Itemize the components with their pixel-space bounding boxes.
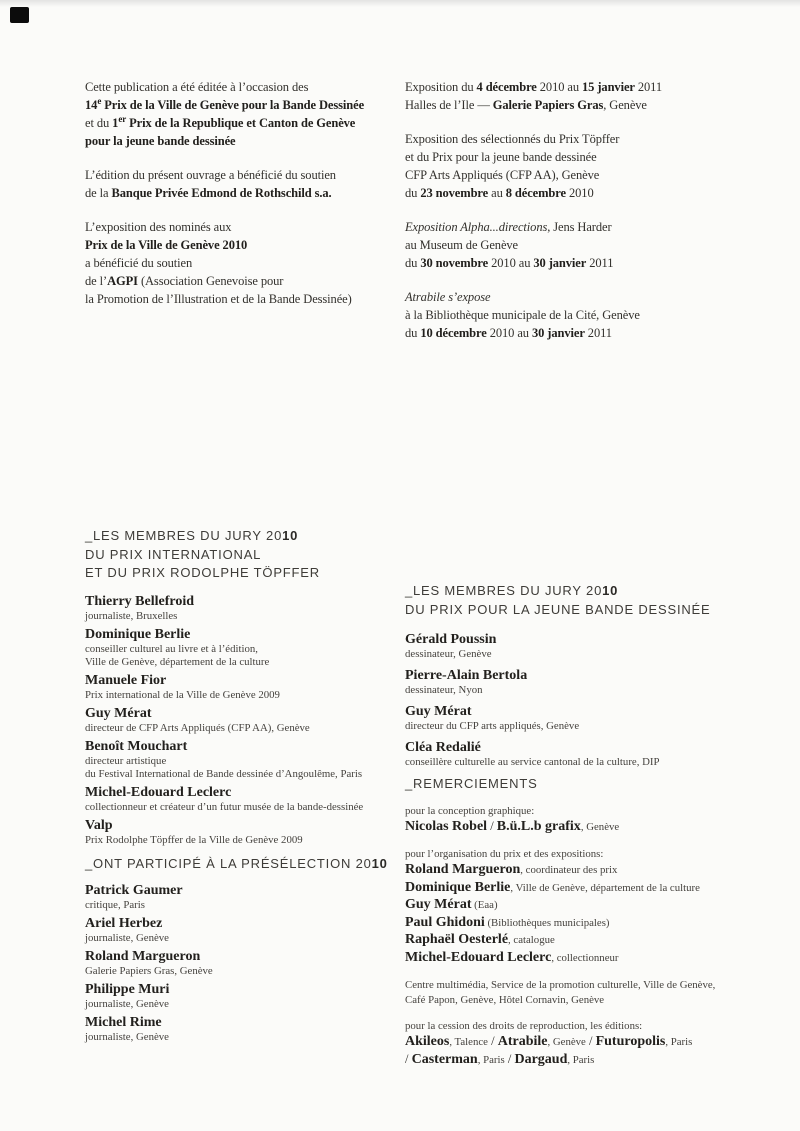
text-line xyxy=(85,166,405,184)
text-line xyxy=(85,236,405,254)
preselection-list xyxy=(85,882,415,1044)
text-segment: 14 xyxy=(85,98,98,112)
person-entry xyxy=(85,882,415,912)
text-segment: (Eaa) xyxy=(471,899,498,911)
text-line xyxy=(405,582,765,601)
remerciements-header xyxy=(405,775,765,794)
paragraph xyxy=(85,218,405,308)
person-name: Valp xyxy=(85,817,113,833)
person-entry xyxy=(85,981,415,1011)
text-line xyxy=(405,914,765,932)
jury-jeune-list xyxy=(405,631,765,769)
text-segment: 2011 xyxy=(584,326,612,340)
text-segment: 2010 xyxy=(565,186,594,200)
text-segment: / xyxy=(405,1051,412,1066)
text-segment: 2010 au xyxy=(536,80,583,94)
text-line xyxy=(405,775,765,794)
text-line xyxy=(405,148,750,166)
text-segment: 15 janvier xyxy=(582,80,635,94)
text-segment: Cette publication a été éditée à l’occasion des xyxy=(85,80,309,94)
paragraph xyxy=(85,527,415,583)
text-segment: Atrabile s’expose xyxy=(405,290,491,304)
text-line xyxy=(405,931,765,949)
text-segment: pour la conception graphique: xyxy=(405,804,535,817)
text-segment: , catalogue xyxy=(508,934,555,946)
person-name: Guy Mérat xyxy=(85,705,152,721)
text-segment: 30 janvier xyxy=(533,256,587,270)
paragraph xyxy=(405,977,765,1007)
text-segment: à la Bibliothèque municipale de la Cité, Genève xyxy=(405,308,640,322)
text-segment: , Paris xyxy=(477,1053,505,1066)
text-line xyxy=(405,130,750,148)
person-role: Prix Rodolphe Töpffer de la Ville de Genève 2009 xyxy=(85,833,303,846)
text-segment: 10 xyxy=(602,583,619,598)
paragraph xyxy=(405,130,750,202)
text-line xyxy=(85,132,405,150)
text-line xyxy=(405,846,765,861)
text-line xyxy=(405,96,750,114)
text-segment: 10 xyxy=(371,855,388,871)
text-segment: _REMERCIEMENTS xyxy=(405,776,538,791)
text-segment: / xyxy=(487,818,497,833)
text-segment: er xyxy=(118,113,127,124)
remerciements-blocks xyxy=(405,803,765,1069)
paragraph xyxy=(85,78,405,150)
text-segment: , Genève xyxy=(603,98,647,112)
person-entry xyxy=(405,703,765,733)
text-segment: Prix de la Ville de Genève pour la Bande Dessinée xyxy=(101,98,365,112)
person-name: Michel Rime xyxy=(85,1015,162,1030)
text-segment: , coordinateur des prix xyxy=(520,864,618,876)
person-entry xyxy=(85,626,415,669)
text-segment: , Genève xyxy=(547,1036,586,1048)
paragraph xyxy=(405,78,750,114)
text-line xyxy=(405,1018,765,1033)
person-name: Guy Mérat xyxy=(405,704,472,719)
text-segment: Dominique Berlie xyxy=(405,879,511,895)
person-name: Manuele Fior xyxy=(85,672,167,688)
text-line xyxy=(85,527,415,546)
person-role: conseiller culturel au livre et à l’édition, xyxy=(85,642,258,655)
person-role: journaliste, Genève xyxy=(85,932,169,944)
text-segment: (Association Genevoise pour xyxy=(137,274,284,288)
text-segment: B.ü.L.b grafix xyxy=(496,818,581,834)
text-segment: , Genève xyxy=(580,820,620,833)
paragraph xyxy=(85,166,405,202)
text-segment: Guy Mérat xyxy=(405,897,472,912)
text-segment: 2011 xyxy=(634,80,663,94)
text-segment: 23 novembre xyxy=(420,186,489,200)
person-name: Michel-Edouard Leclerc xyxy=(85,784,232,800)
person-role: journaliste, Bruxelles xyxy=(85,609,178,622)
person-role: dessinateur, Genève xyxy=(405,648,492,660)
text-line xyxy=(405,861,765,879)
text-segment: 2010 au xyxy=(486,326,532,340)
text-segment: la Promotion de l’Illustration et de la Bande Dessinée) xyxy=(85,292,352,306)
jury-international-header xyxy=(85,527,415,583)
text-line xyxy=(405,992,765,1007)
text-line xyxy=(85,254,405,272)
text-segment: Exposition du xyxy=(405,80,477,94)
text-segment: Café Papon, Genève, Hôtel Cornavin, Genève xyxy=(405,994,605,1006)
text-line xyxy=(405,879,765,897)
person-role: journaliste, Genève xyxy=(85,1031,169,1043)
text-segment: pour la cession des droits de reproduction, les éditions: xyxy=(405,1020,643,1032)
person-name: Benoît Mouchart xyxy=(85,738,188,754)
text-segment: , Talence xyxy=(449,1036,488,1048)
person-name: Patrick Gaumer xyxy=(85,883,183,898)
text-segment: au Museum de Genève xyxy=(405,238,518,252)
text-line xyxy=(405,818,765,836)
text-line xyxy=(405,218,750,236)
text-segment: / xyxy=(504,1051,515,1066)
person-entry xyxy=(405,631,765,661)
paragraph xyxy=(405,582,765,619)
text-segment: (Bibliothèques municipales) xyxy=(484,916,610,929)
text-segment: 4 décembre xyxy=(476,80,537,94)
person-name: Gérald Poussin xyxy=(405,632,497,647)
text-segment: 10 xyxy=(282,528,299,543)
person-entry xyxy=(85,705,415,735)
jury-international-list xyxy=(85,593,415,847)
person-entry xyxy=(405,739,765,769)
paragraph xyxy=(405,288,750,342)
text-segment: Exposition Alpha...directions xyxy=(405,220,548,234)
text-segment: L’exposition des nominés aux xyxy=(85,220,232,234)
person-name: Pierre-Alain Bertola xyxy=(405,668,528,683)
text-segment: CFP Arts Appliqués (CFP AA), Genève xyxy=(405,168,600,182)
text-segment: Paul Ghidoni xyxy=(405,914,485,930)
paragraph xyxy=(405,1018,765,1068)
person-role: directeur artistique xyxy=(85,754,167,767)
text-segment: pour la jeune bande dessinée xyxy=(85,134,236,148)
paragraph xyxy=(405,803,765,836)
text-segment: 30 novembre xyxy=(420,256,489,270)
text-segment: du xyxy=(405,326,421,340)
text-line xyxy=(85,546,415,565)
jury-jeune-header xyxy=(405,582,765,619)
person-role: Prix international de la Ville de Genève 2009 xyxy=(85,688,280,701)
text-segment: Exposition des sélectionnés du Prix Töpffer xyxy=(405,132,620,146)
text-line xyxy=(85,184,405,202)
person-role: du Festival International de Bande dessinée d’Angoulême, Paris xyxy=(85,767,363,780)
text-segment: Nicolas Robel xyxy=(405,818,488,834)
text-line xyxy=(85,96,405,114)
text-segment: e xyxy=(97,95,102,106)
person-entry xyxy=(405,667,765,697)
person-role: Galerie Papiers Gras, Genève xyxy=(85,965,213,977)
colophon-expositions-info xyxy=(405,78,750,358)
text-segment: / xyxy=(487,1034,498,1048)
text-segment: , Paris xyxy=(665,1036,693,1048)
person-entry xyxy=(85,672,415,702)
text-segment: Raphaël Oesterlé xyxy=(405,932,509,947)
person-name: Philippe Muri xyxy=(85,982,170,997)
text-segment: AGPI xyxy=(107,274,138,288)
text-segment: , Ville de Genève, département de la culture xyxy=(510,881,700,894)
text-line xyxy=(405,977,765,992)
text-line xyxy=(405,803,765,818)
person-role: journaliste, Genève xyxy=(85,998,169,1010)
person-role: critique, Paris xyxy=(85,899,145,911)
text-line xyxy=(85,114,405,132)
text-segment: 2011 xyxy=(586,256,614,270)
text-segment: L’édition du présent ouvrage a bénéficié du soutien xyxy=(85,168,336,182)
person-role: directeur du CFP arts appliqués, Genève xyxy=(405,720,580,732)
text-segment: Halles de l’Ile — xyxy=(405,98,493,112)
left-lower-column xyxy=(85,527,415,1047)
text-segment: Centre multimédia, Service de la promotion culturelle, Ville de Genève, xyxy=(405,979,716,991)
text-segment: de la xyxy=(85,186,112,200)
person-role: Ville de Genève, département de la culture xyxy=(85,655,270,668)
text-segment: Futuropolis xyxy=(595,1034,666,1049)
text-segment: 1 xyxy=(112,116,119,130)
text-segment: Atrabile xyxy=(497,1034,548,1049)
person-entry xyxy=(85,817,415,847)
text-line xyxy=(85,290,405,308)
text-line xyxy=(405,949,765,967)
text-segment: 30 janvier xyxy=(531,326,585,340)
text-segment: Prix de la Ville de Genève 2010 xyxy=(85,238,248,252)
text-segment: Casterman xyxy=(411,1051,478,1067)
text-segment: et du xyxy=(85,116,113,130)
text-segment: ET DU PRIX RODOLPHE TÖPFFER xyxy=(85,565,320,580)
text-segment: , Paris xyxy=(567,1053,595,1066)
text-line xyxy=(405,166,750,184)
person-entry xyxy=(85,915,415,945)
scan-edge-shading xyxy=(0,0,800,7)
text-line xyxy=(405,324,750,342)
text-segment: , collectionneur xyxy=(551,951,619,964)
text-segment: DU PRIX POUR LA JEUNE BANDE DESSINÉE xyxy=(405,601,711,617)
text-line xyxy=(405,78,750,96)
text-segment: 2010 au xyxy=(488,256,534,270)
text-segment: _LES MEMBRES DU JURY 20 xyxy=(85,528,283,543)
text-line xyxy=(85,218,405,236)
text-segment: _LES MEMBRES DU JURY 20 xyxy=(405,583,603,598)
text-segment: de l’ xyxy=(85,274,108,288)
text-segment: pour l’organisation du prix et des expositions: xyxy=(405,848,604,860)
person-role: conseillère culturelle au service cantonal de la culture, DIP xyxy=(405,756,660,768)
person-entry xyxy=(85,738,415,781)
text-segment: a bénéficié du soutien xyxy=(85,256,193,270)
scan-corner-mark xyxy=(10,7,29,23)
text-line xyxy=(85,855,415,874)
text-line xyxy=(405,184,750,202)
person-role: collectionneur et créateur d’un futur musée de la bande-dessinée xyxy=(85,800,364,813)
text-line xyxy=(405,1051,765,1069)
text-segment: et du Prix pour la jeune bande dessinée xyxy=(405,150,597,164)
person-entry xyxy=(85,593,415,623)
text-line xyxy=(405,306,750,324)
person-entry xyxy=(85,948,415,978)
text-segment: Banque Privée Edmond de Rothschild s.a. xyxy=(111,186,332,200)
text-segment: 10 décembre xyxy=(420,326,487,340)
person-name: Roland Margueron xyxy=(85,949,201,964)
text-line xyxy=(405,254,750,272)
paragraph xyxy=(85,855,415,874)
text-segment: 8 décembre xyxy=(505,186,566,200)
paragraph xyxy=(405,775,765,794)
text-line xyxy=(405,601,765,620)
text-segment: du xyxy=(405,256,421,270)
paragraph xyxy=(405,218,750,272)
text-line xyxy=(85,564,415,583)
text-segment: du xyxy=(405,186,421,200)
colophon-publication-info xyxy=(85,78,405,324)
text-segment: DU PRIX INTERNATIONAL xyxy=(85,546,262,562)
text-line xyxy=(405,288,750,306)
text-segment: Dargaud xyxy=(514,1051,568,1067)
text-segment: , Jens Harder xyxy=(547,220,612,234)
person-name: Cléa Redalié xyxy=(405,740,481,755)
text-line xyxy=(405,236,750,254)
person-entry xyxy=(85,1014,415,1044)
person-name: Ariel Herbez xyxy=(85,916,163,931)
text-segment: au xyxy=(488,186,506,200)
text-segment: Akileos xyxy=(405,1034,450,1049)
paragraph xyxy=(405,846,765,966)
person-entry xyxy=(85,784,415,814)
text-line xyxy=(405,1033,765,1051)
text-segment: Galerie Papiers Gras xyxy=(492,98,604,112)
text-segment: Roland Margueron xyxy=(405,862,521,877)
preselection-header xyxy=(85,855,415,874)
text-line xyxy=(85,78,405,96)
text-line xyxy=(85,272,405,290)
text-segment: Michel-Edouard Leclerc xyxy=(405,949,552,965)
person-name: Dominique Berlie xyxy=(85,626,191,642)
text-segment: / xyxy=(585,1034,596,1048)
text-line xyxy=(405,896,765,914)
person-name: Thierry Bellefroid xyxy=(85,593,194,609)
person-role: dessinateur, Nyon xyxy=(405,684,483,696)
right-lower-column xyxy=(405,582,765,1079)
person-role: directeur de CFP Arts Appliqués (CFP AA), Genève xyxy=(85,721,310,734)
text-segment: _ONT PARTICIPÉ À LA PRÉSÉLECTION 20 xyxy=(85,855,372,871)
text-segment: Prix de la Republique et Canton de Genève xyxy=(126,116,356,130)
